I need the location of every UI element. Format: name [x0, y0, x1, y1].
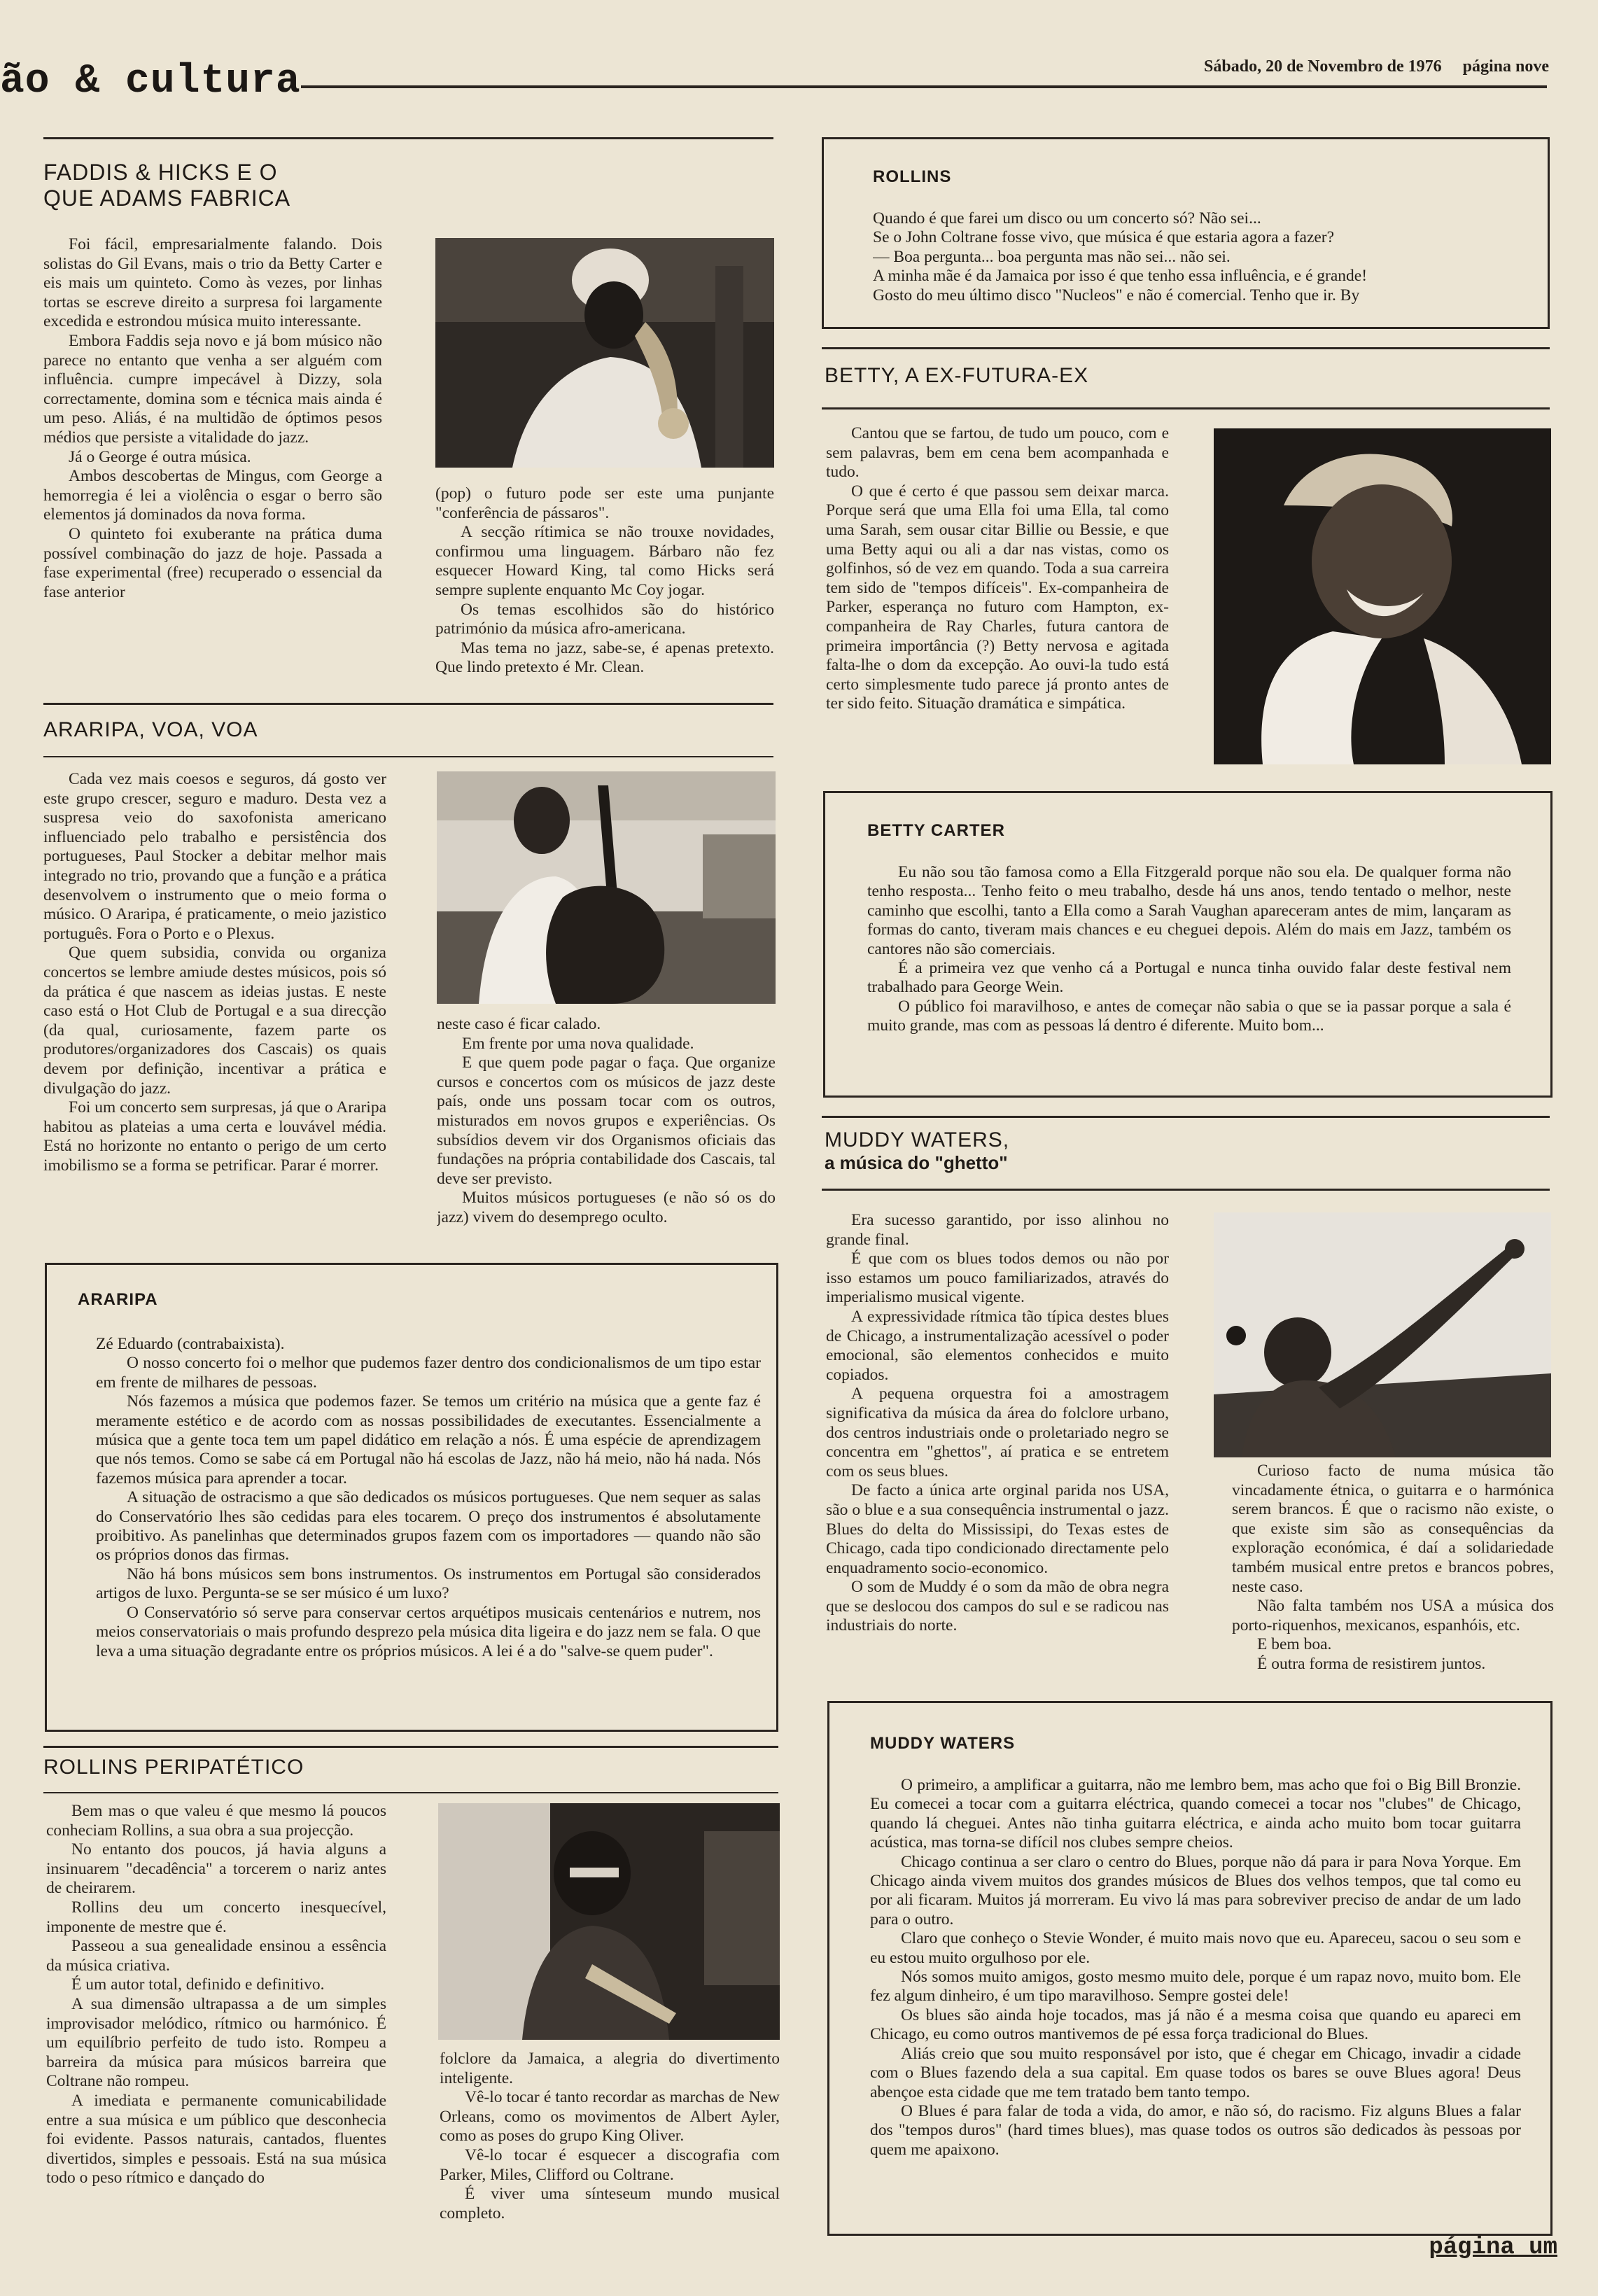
- paragraph: Curioso facto de numa música tão vincadamente étnica, o guitarra e o harmónica serem brancos. É que o racismo não existe, o que existe sim são as consequências da exploração económica, é daí a solidariedade também musical entre pretos e brancos pobres, neste caso.: [1232, 1462, 1554, 1596]
- muddy-box-title: MUDDY WATERS: [870, 1734, 1016, 1753]
- paragraph: A sua dimensão ultrapassa a de um simples improvisador melódico, rítmico ou harmónico. É um equilíbrio perfeito de tudo isto. Rompeu a barreira da música para músicos barreira que Coltrane não rompeu.: [46, 1994, 386, 2091]
- araripa-box-text: [96, 1335, 761, 1727]
- paragraph: É viver uma sínteseum mundo musical completo.: [440, 2185, 780, 2222]
- faddis-headline-line2: QUE ADAMS FABRICA: [43, 185, 291, 211]
- paragraph: Bem mas o que valeu é que mesmo lá poucos conheciam Rollins, a sua obra a sua projecção.: [46, 1802, 386, 1840]
- paragraph: Vê-lo tocar é esquecer a discografia com Parker, Miles, Clifford ou Coltrane.: [440, 2146, 780, 2184]
- paragraph: Rollins deu um concerto inesquecível, imponente de mestre que é.: [46, 1898, 386, 1936]
- paragraph: O nosso concerto foi o melhor que pudemos fazer dentro dos condicionalismos de um tipo estar em frente de milhares de pessoas.: [96, 1354, 761, 1392]
- araripa-headline: ARARIPA, VOA, VOA: [43, 718, 258, 741]
- paragraph: Muitos músicos portugueses (e não só os do jazz) vivem do desemprego oculto.: [437, 1189, 776, 1226]
- paragraph: Foi um concerto sem surpresas, já que o Araripa habitou as plateias a uma certa e louvável média. Está no horizonte no entanto o perigo de um certo imobilismo se a forma se petrificar. Parar é morrer.: [43, 1098, 386, 1175]
- paragraph: A expressividade rítmica tão típica destes blues de Chicago, a instrumentalização acessível o poder emocional, são elementos conhecidos e muito copiados.: [826, 1307, 1169, 1384]
- quote-line: Se o John Coltrane fosse vivo, que música é que estaria agora a fazer?: [873, 228, 1335, 247]
- footer-page-label: página um: [1429, 2234, 1557, 2261]
- rollins-quote-box: [822, 137, 1550, 329]
- paragraph: Não há bons músicos sem bons instrumentos. Os instrumentos em Portugal são considerados artigos de luxo. Pergunta-se se ser músico é um luxo?: [96, 1564, 761, 1603]
- araripa-quote-box: [45, 1263, 778, 1732]
- rule-faddis-top: [43, 137, 773, 139]
- paragraph: É que com os blues todos demos ou não por isso estamos um pouco familiarizados, através do imperialismo musical vigente.: [826, 1250, 1169, 1307]
- paragraph: Era sucesso garantido, por isso alinhou no grande final.: [826, 1211, 1169, 1249]
- paragraph: O público foi maravilhoso, e antes de começar não sabia o que se ia passar porque a sala é muito grande, mas com as pessoas lá dentro é diferente. Muito bom...: [867, 997, 1511, 1035]
- paragraph: Em frente por uma nova qualidade.: [462, 1034, 694, 1053]
- quote-line: Gosto do meu último disco "Nucleos" e não é comercial. Tenho que ir. By: [873, 286, 1360, 304]
- betty-column: [826, 424, 1169, 766]
- quote-line: A minha mãe é da Jamaica por isso é que tenho essa influência, e é grande!: [873, 267, 1368, 286]
- rule-muddy-under: [822, 1189, 1550, 1191]
- araripa-column-left: [43, 770, 386, 1249]
- araripa-column-right: [437, 1015, 776, 1250]
- paragraph: E que quem pode pagar o faça. Que organize cursos e concertos com os músicos de jazz deste país, onde uns possam tocar com os outros, misturados em novos grupos e experiências. Os subsídios devem vir dos Organismos oficiais das fundações na própria contabilidade dos Cascais, tal deve ser previsto.: [437, 1054, 776, 1188]
- rollins-headline: ROLLINS PERIPATÉTICO: [43, 1756, 304, 1779]
- betty-headline: BETTY, A EX-FUTURA-EX: [825, 364, 1089, 387]
- rule-rollins-top: [43, 1746, 778, 1748]
- paragraph: O primeiro, a amplificar a guitarra, não me lembro bem, mas acho que foi o Big Bill Bronzie. Eu comecei a tocar com a guitarra eléctrica, quando comecei a tocar nos "clubes" de Chicago, quando lá cheguei. Antes não tinha guitarra eléctrica, e ainda acho muito bom tocar guitarra acústica, mas torna-se difícil nos clubes sempre cheios.: [870, 1776, 1521, 1852]
- paragraph: A imediata e permanente comunicabilidade entre a sua música e um público que desconhecia foi evidente. Passos naturais, cantados, fluentes divertidos, simples e pessoais. Está na sua música todo o peso rítmico e dançado do: [46, 2091, 386, 2188]
- quote-line: Quando é que farei um disco ou um concerto só? Não sei...: [873, 209, 1261, 227]
- paragraph: Mas tema no jazz, sabe-se, é apenas pretexto. Que lindo pretexto é Mr. Clean.: [435, 638, 774, 677]
- rollins-box-title: ROLLINS: [873, 167, 952, 186]
- paragraph: O Blues é para falar de toda a vida, do amor, e não só, do racismo. Fiz alguns Blues a falar dos "tempos duros" (hard times blues), mas quase todos os outros são dedicados às pessoas por quem me apaixono.: [870, 2101, 1521, 2159]
- paragraph: Cantou que se fartou, de tudo um pouco, com e sem palavras, bem em cena bem acompanhada e tudo.: [826, 424, 1169, 482]
- paragraph: É a primeira vez que venho cá a Portugal e nunca tinha ouvido falar deste festival nem trabalhado para George Wein.: [867, 959, 1511, 997]
- paragraph: O que é certo é que passou sem deixar marca. Porque será que uma Ella foi uma Ella, tal como uma Sarah, sem ousar citar Billie ou Bessie, e que uma Betty aqui ou ali a dar nas vistas, como os golfinhos, só de vez em quando. Toda a sua carreira tem sido de "tempos difíceis". Ex-companheira de Parker, esperança no futuro com Hampton, ex-companheira de Ray Charles, futura cantora de primeira importância (?) Betty nervosa e agitada falta-lhe o dom da excepção. Ao ouvi-la tudo está certo simplesmente tudo parece já pronto antes de ter sido feito. Situação dramática e simpática.: [826, 482, 1169, 713]
- paragraph: Eu não sou tão famosa como a Ella Fitzgerald porque não sou ela. De qualquer forma não tenho resposta... Tenho feito o meu trabalho, desde há uns anos, tendo tentado o melhor, neste caminho que escolhi, tanto a Ella como a Sarah Vaughan apareceram antes de mim, lançaram as formas do canto, tiveram mais chances e eu cheguei depois. Além do mais em Jazz, também os cantores não são comerciais.: [867, 863, 1511, 958]
- paragraph: É outra forma de resistirem juntos.: [1257, 1654, 1486, 1673]
- rule-betty-under: [822, 407, 1550, 410]
- date-text: Sábado, 20 de Novembro de 1976: [1204, 57, 1442, 76]
- paragraph: Passeou a sua genealidade ensinou a essência da música criativa.: [46, 1937, 386, 1975]
- paragraph: Não falta também nos USA a música dos porto-riquenhos, mexicanos, espanhóis, etc.: [1232, 1597, 1554, 1634]
- paragraph: A secção rítimica se não trouxe novidades, confirmou uma linguagem. Bárbaro não fez esquecer Howard King, tal como Hicks será sempre suplente enquanto Mc Coy jogar.: [435, 523, 774, 599]
- paragraph: Aliás creio que sou muito responsável por isto, que é chegar em Chicago, invadir a cidade com o Blues fazendo dela a sua capital. Em quase todos os bares se ouve Blues agora! Deus abençoe esta cidade que me tem tratado bem tanto tempo.: [870, 2044, 1521, 2101]
- araripa-box-title: ARARIPA: [78, 1290, 158, 1309]
- photo-betty-carter: [1214, 428, 1551, 764]
- paragraph: Nós somos muito amigos, gosto mesmo muito dele, porque é um rapaz novo, muito bom. Ele fez algum dinheiro, é um tipo maravilhoso. Sempre gostei dele!: [870, 1968, 1521, 2005]
- rule-rollins-under: [43, 1792, 778, 1793]
- paragraph: Claro que conheço o Stevie Wonder, é muito mais novo que eu. Apareceu, sacou o seu som e eu estou muito orgulhoso por ele.: [870, 1929, 1521, 1967]
- paragraph: Embora Faddis seja novo e já bom músico não parece no entanto que venha a ser alguém com influência. cumpre impecável à Dizzy, sola correctamente, domina som e técnica mais ainda é um peso. Aliás, é na multidão de óptimos pesos médios que persiste a vitalidade do jazz.: [43, 331, 382, 447]
- muddy-column-left: [826, 1211, 1169, 1690]
- betty-box-text: [867, 863, 1511, 1087]
- rollins-box-text: [873, 209, 1503, 321]
- paragraph: neste caso é ficar calado.: [437, 1015, 601, 1033]
- paragraph: Os temas escolhidos são do histórico património da música afro-americana.: [435, 600, 774, 638]
- paragraph: Que quem subsidia, convida ou organiza concertos se lembre amiude destes músicos, pois só da prática é que nascem as ideias justas. E neste caso está o Hot Club de Portugal e a sua direcção (da qual, curiosamente, fazem parte os produtores/organizadores dos Cascais) os quais devem por definição, incentivar a prática e divulgação do jazz.: [43, 944, 386, 1098]
- page-number: página nove: [1462, 57, 1549, 76]
- paragraph: Vê-lo tocar é tanto recordar as marchas de New Orleans, como os movimentos de Albert Ayler, como as poses do grupo King Oliver.: [440, 2088, 780, 2146]
- paragraph: Foi fácil, empresarialmente falando. Dois solistas do Gil Evans, mais o trio da Betty Carter e eis mais um quinteto. Como às vezes, por linhas tortas se escreve direito a surpresa foi largamente excedida e estrondou música muito interessante.: [43, 235, 382, 331]
- rule-araripa-top: [43, 703, 773, 705]
- betty-carter-quote-box: [823, 791, 1553, 1098]
- paragraph: A pequena orquestra foi a amostragem significativa da música da área do folclore urbano, dos centros industriais onde o proletariado negro se concentra em "ghettos", aí pratica e se entretem com os seus blues.: [826, 1385, 1169, 1480]
- muddy-waters-quote-box: [827, 1701, 1553, 2236]
- paragraph: O Conservatório só serve para conservar certos arquétipos musicais centenários e nutrem, nos meios conservatoriais o mais profundo desprezo pela música dita ligeira e do jazz nem se fala. O que leva a uma situação degradante entre os próprios músicos. A lei é a do "salve-se quem puder".: [96, 1603, 761, 1660]
- quote-line: — Boa pergunta... boa pergunta mas não sei... não sei.: [873, 247, 1231, 266]
- paragraph: A situação de ostracismo a que são dedicados os músicos portugueses. Que nem sequer as salas do Conservatório lhes são cedidas para eles tocarem. O preço dos instrumentos é absolutamente proibitivo. As panelinhas que determinados grupos fazem com os importadores — quando não são os próprios donos das firmas.: [96, 1488, 761, 1564]
- paragraph: Chicago continua a ser claro o centro do Blues, porque não dá para ir para Nova Yorque. Em Chicago ainda vivem muitos dos grandes músicos de Blues dos velhos tempos, que tal como eu por ali ficaram. Muitos já morreram. Eu vivo lá mas para sobreviver preciso de andar de um lado para o outro.: [870, 1852, 1521, 1928]
- section-masthead: ão & cultura: [0, 59, 301, 104]
- masthead-rule: [301, 85, 1547, 88]
- faddis-headline: [43, 160, 290, 211]
- rule-muddy-top: [822, 1116, 1550, 1118]
- muddy-column-right: [1232, 1462, 1554, 1693]
- photo-george-adams-saxophone: [435, 238, 774, 468]
- photo-sonny-rollins: [438, 1803, 780, 2040]
- paragraph: Ambos descobertas de Mingus, com George a hemorregia é lei a violência o esgar o berro são elementos já dominados da nova forma.: [43, 467, 382, 524]
- dateline: [1204, 57, 1549, 76]
- betty-box-title: BETTY CARTER: [867, 821, 1005, 840]
- rule-betty-top: [822, 347, 1550, 349]
- faddis-headline-line1: FADDIS & HICKS E O: [43, 160, 278, 185]
- paragraph: E bem boa.: [1257, 1635, 1332, 1654]
- paragraph: O quinteto foi exuberante na prática duma possível combinação do jazz de hoje. Passada a fase experimental (free) recuperado o essencial da fase anterior: [43, 524, 382, 601]
- photo-muddy-waters: [1214, 1212, 1551, 1457]
- paragraph: Já o George é outra música.: [69, 447, 251, 466]
- faddis-column-left: [43, 235, 382, 687]
- paragraph: folclore da Jamaica, a alegria do divertimento inteligente.: [440, 2050, 780, 2087]
- faddis-column-right: [435, 484, 774, 689]
- rule-araripa-under: [43, 756, 773, 757]
- paragraph: Os blues são ainda hoje tocados, mas já não é a mesma coisa que quando eu apareci em Chicago, eu como outros mantivemos de pé essa força tradicional do Blues.: [870, 2005, 1521, 2044]
- muddy-subheadline: a música do "ghetto": [825, 1152, 1008, 1173]
- paragraph: (pop) o futuro pode ser este uma punjante "conferência de pássaros".: [435, 484, 774, 522]
- muddy-headline: MUDDY WATERS,: [825, 1128, 1010, 1152]
- paragraph: O som de Muddy é o som da mão de obra negra que se deslocou dos campos do sul e se radicou nas industriais do norte.: [826, 1578, 1169, 1635]
- muddy-box-text: [870, 1776, 1521, 2231]
- paragraph: Cada vez mais coesos e seguros, dá gosto ver este grupo crescer, seguro e maduro. Desta vez a suspresa veio do saxofonista americano influenciado pelo trabalho e persistência dos portugueses, Paul Stocker a debitar melhor mais integrado no trio, provando que a função e a prática desenvolvem o instrumento que o meio forma o músico. O Araripa, é praticamente, o meio jazistico português. Fora o Porto e o Plexus.: [43, 770, 386, 943]
- paragraph: É um autor total, definido e definitivo.: [71, 1975, 325, 1994]
- paragraph: Nós fazemos a música que podemos fazer. Se temos um critério na música que a gente faz é meramente estético e de acordo com as nossas possibilidades de executantes. Essencialmente a música que a gente toca tem um papel didático em relação a nós. É uma espécie de aprendizagem que nós temos. Como se sabe cá em Portugal não há escolas de Jazz, não há meio, não há nada. Nós fazemos música para aprender a tocar.: [96, 1392, 761, 1488]
- photo-araripa-bassist: [437, 771, 776, 1004]
- paragraph: No entanto dos poucos, já havia alguns a insinuarem "decadência" a torcerem o nariz antes de cheirarem.: [46, 1840, 386, 1898]
- paragraph: Zé Eduardo (contrabaixista).: [96, 1335, 285, 1353]
- paragraph: De facto a única arte orginal parida nos USA, são o blue e a sua consequência instrumental o jazz. Blues do delta do Mississipi, do Texas estes de Chicago, cada tipo condicionado directamente pelo enquadramento socio-economico.: [826, 1481, 1169, 1577]
- rollins-column-right: [440, 2050, 780, 2239]
- rollins-column-left: [46, 1802, 386, 2239]
